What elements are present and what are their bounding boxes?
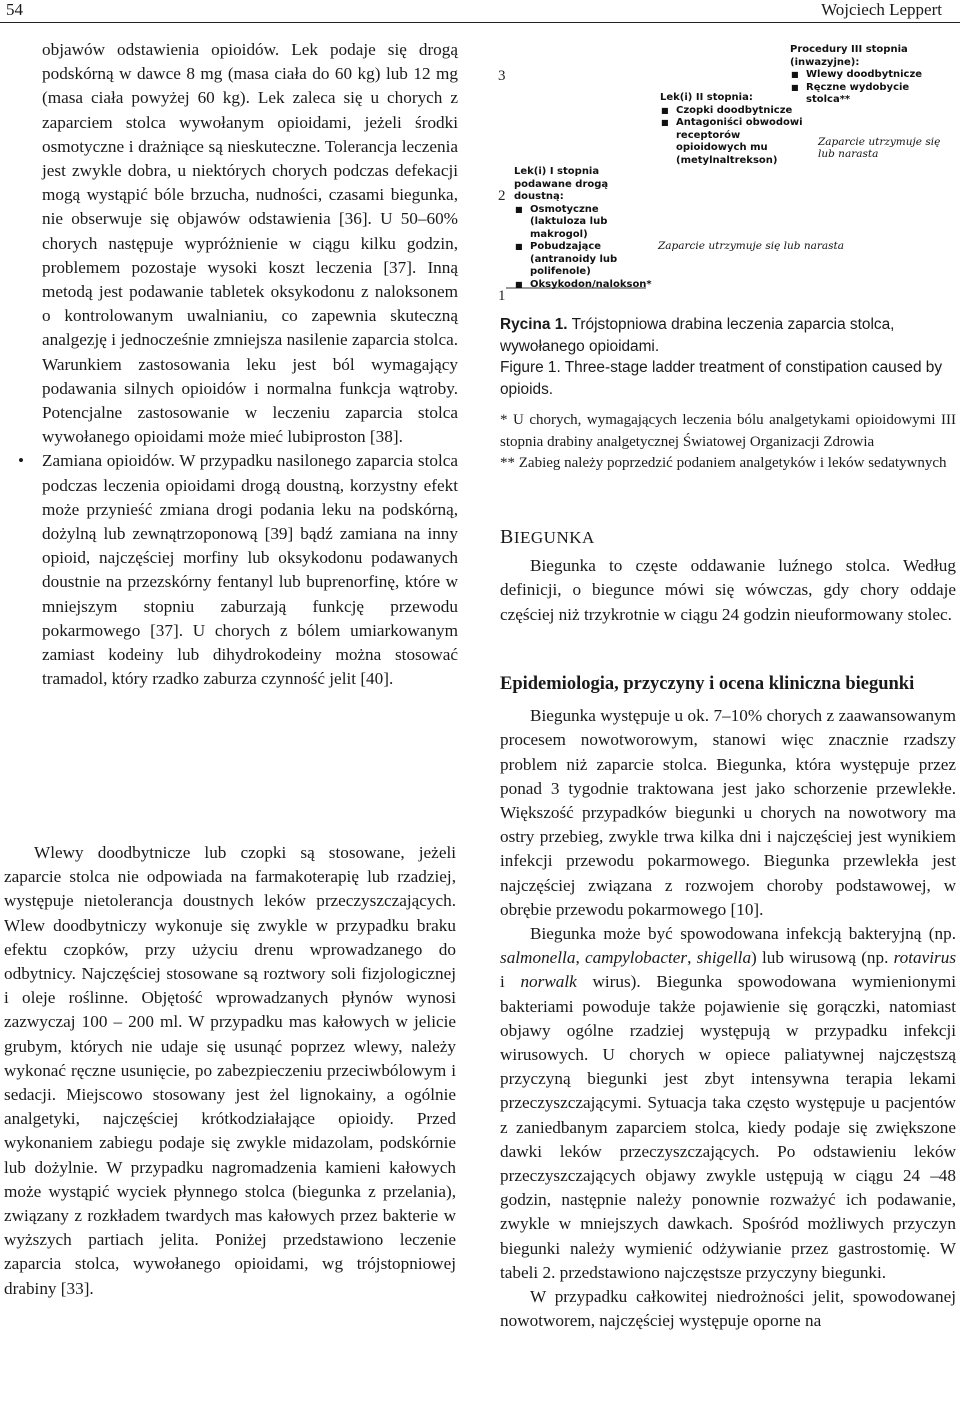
level2-title: Lek(i) II stopnia: (660, 92, 753, 103)
level1-item: ■ Osmotyczne (laktuloza lub makrogol) (530, 204, 652, 242)
step-number: 1 (498, 288, 506, 304)
bullet-marker: • (18, 451, 25, 471)
level3-box (790, 44, 956, 107)
left-column-bottom (4, 841, 456, 1301)
caption-pl-label: Rycina 1. (500, 316, 568, 333)
level1-item: ■ Pobudzające (antranoidy lub polifenole) (530, 241, 652, 279)
arrow-label-lower: Zaparcie utrzymuje się lub narasta (658, 240, 844, 252)
header-rule (0, 22, 960, 23)
section-title (500, 525, 956, 550)
caption-pl (500, 314, 956, 357)
level1-item: ■ Oksykodon/nalokson* (530, 279, 652, 292)
arrow-label-upper: Zaparcie utrzymuje się lub narasta (818, 136, 941, 160)
step-number: 2 (498, 188, 506, 204)
figure-ladder (496, 40, 956, 310)
section-heading: Epidemiologia, przyczyny i ocena kliniczna biegunki (500, 674, 915, 694)
figure-footnotes (500, 410, 956, 475)
footnote: * U chorych, wymagających leczenia bólu analgetykami opioidowymi III stopnia drabiny analgetycznej Światowej Organizacji Zdrowia (500, 412, 956, 450)
section-biegunka (500, 525, 956, 627)
caption-pl-text: Trójstopniowa drabina leczenia zaparcia stolca, wywołanego opioidami. (500, 316, 895, 355)
step-number: 3 (498, 68, 506, 84)
caption-en-label: Figure 1. (500, 359, 561, 377)
level3-item: ■ Wlewy doodbytnicze (806, 69, 956, 82)
level2-item: ■ Czopki doodbytnicze (676, 105, 810, 118)
level3-item: ■ Ręczne wydobycie stolca** (806, 82, 956, 107)
paragraph: Wlewy doodbytnicze lub czopki są stosowane, jeżeli zaparcie stolca nie odpowiada na farmakoterapię lub rzadziej, występuje nietolerancja doustnych leków przeczyszczających. Wlew doodbytniczy wykonuje się zwykle w przypadku braku efektu czopków, przy użyciu drenu wprowadzanego do odbytnicy. Najczęściej stosowane są roztwory soli fizjologicznej i oleje roślinne. Objętość wprowadzanych płynów wynosi zazwyczaj 100 – 200 ml. W przypadku mas kałowych w jelicie grubym, których nie udaje się usunąć poprzez wlewy, należy wykonać ręczne usunięcie, po zabezpieczeniu przeciwbólowym i sedacji. Miejscowo stosowany jest żel lignokainy, a ogólnie analgetyki, najczęściej krótkodziałające opioidy. Przed wykonaniem zabiegu podaje się zwykle midazolam, podskórnie lub dożylnie. W przypadku nagromadzenia kamieni kałowych może wystąpić wyciek płynnego stolca (biegunka z przelania), związany z rozkładem twardych mas kałowych przez bakterie w wyższych partiach jelita. Poniżej przedstawiono leczenie zaparcia stolca, wywołanego opioidami, wg trójstopniowej drabiny [33]. (4, 843, 456, 1298)
footnote: ** Zabieg należy poprzedzić podaniem analgetyków i leków sedatywnych (500, 455, 947, 472)
figure-caption (500, 314, 956, 400)
level1-box (514, 166, 652, 291)
bullet-text: Zamiana opioidów. W przypadku nasilonego zaparcia stolca podczas leczenia opioidami drogą doustną, korzystny efekt może przynieść zmiana drogi podania leku na podskórną, dożylną lub zewnątrzoponową [39] bądź zamiana na inny opioid, najczęściej morfiny lub oksykodonu podawanych doustnie na przezskórny fentanyl lub buprenorfinę, które w mniejszym stopniu zaburzają funkcję przewodu pokarmowego [37]. U chorych z bólem umiarkowanym zamiast kodeiny lub dihydrokodeiny można stosować tramadol, który rzadko zaburza czynność jelit [40]. (42, 451, 458, 689)
bullet-item (18, 449, 458, 691)
left-column-top (18, 38, 458, 691)
section-title-initial: B (500, 526, 514, 548)
level2-item: ■ Antagoniści obwodowi receptorów opioidowych mu (metylnaltrekson) (676, 117, 810, 167)
section-title-rest: IEGUNKA (513, 528, 595, 547)
caption-en (500, 357, 956, 400)
paragraph: Biegunka występuje u ok. 7–10% chorych z zaawansowanym procesem nowotworowym, stanowi więc znacznie rzadszy problem niż zaparcie stolca. Biegunka, która występuje przez ponad 3 tygodnie traktowana jest jako schorzenie przewlekłe. Większość przypadków biegunki u chorych na nowotwory ma ostry przebieg, zwykle trwa kilka dni i najczęściej jest wynikiem infekcji przewodu pokarmowego. Biegunka przewlekła jest najczęściej związana z rozwojem choroby podstawowej, w obrębie przewodu pokarmowego [10]. (500, 706, 956, 919)
paragraph: objawów odstawienia opioidów. Lek podaje się drogą podskórną w dawce 8 mg (masa ciała do 60 kg) lub 12 mg (masa ciała powyżej 60 kg). Lek zaleca się u chorych z zaparciem stolca wywołanym opioidami, jeżeli środki osmotyczne i drażniące są nieskuteczne. Tolerancja leczenia jest zwykle dobra, u niektórych chorych podczas defekacji mogą wystąpić bóle brzucha, nudności, czasami biegunka, nie obserwuje się objawów odstawienia [36]. U 50–60% chorych następuje wypróżnienie w ciągu kilku godzin, problemem pozostaje wysoki koszt leczenia [37]. Inną metodą jest podawanie tabletek oksykodonu z naloksonem o kontrolowanym uwalnianiu, co zapewnia skuteczną analgezję i jednocześnie zmniejsza nasilenie zaparcia stolca. Warunkiem zastosowania leku jest ból wymagający podawania silnych opioidów i normalna funkcja wątroby. Potencjalne zastosowanie w leczeniu zaparcia stolca wywołanego opioidami może mieć lubiproston [38]. (42, 40, 458, 447)
level2-box (660, 92, 810, 167)
paragraph: Biegunka to częste oddawanie luźnego stolca. Według definicji, o biegunce mówi się wówczas, gdy chory oddaje częściej niż trzykrotnie w ciągu 24 godzin nieuformowany stolec. (500, 556, 956, 624)
level3-title: Procedury III stopnia (inwazyjne): (790, 44, 908, 68)
level1-title: Lek(i) I stopnia podawane drogą doustną: (514, 166, 609, 202)
running-head: Wojciech Leppert (821, 0, 942, 19)
section-epidemiology (500, 672, 956, 1333)
paragraph: W przypadku całkowitej niedrożności jelit, spowodowanej nowotworem, najczęściej występuje oporne na (500, 1287, 956, 1331)
paragraph: Biegunka może być spowodowana infekcją bakteryjną (np. salmonella, campylobacter, shigella) lub wirusową (np. rotavirus i norwalk wirus). Biegunka spowodowana wymienionymi bakteriami powoduje także pojawienie się gorączki, natomiast objawy ogólne rzadziej występują w przypadku infekcji wirusowych. U chorych w opiece paliatywnej najczęstszą przyczyną biegunki jest zbyt intensywna terapia lekami przeczyszczającymi. Sytuacja taka często występuje u pacjentów z zaniedbanym zaparciem stolca, kiedy podaje się zwiększone dawki leków przeczyszczających. Po odstawieniu leków przeczyszczających objawy zwykle ustępują w ciągu 24 –48 godzin, następnie należy ponownie rozważyć ich podawanie, zwykle w mniejszych dawkach. Spośród możliwych przyczyn biegunki należy wymienić odżywianie przez gastrostomię. W tabeli 2. przedstawiono najczęstsze przyczyny biegunki. (500, 924, 957, 1282)
page-number: 54 (6, 0, 23, 19)
caption-en-text: Three-stage ladder treatment of constipation caused by opioids. (500, 359, 943, 398)
